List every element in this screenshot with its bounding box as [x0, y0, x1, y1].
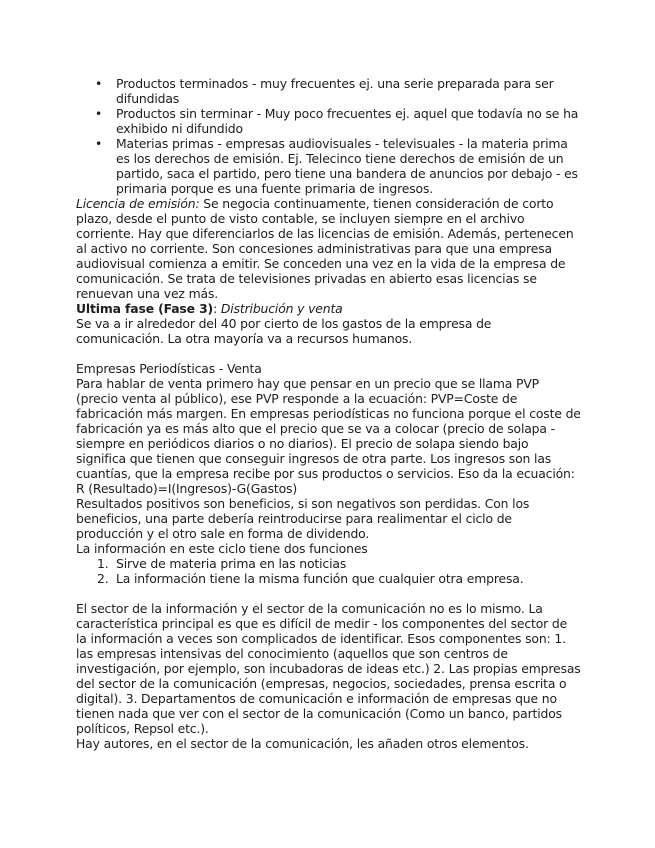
fase3-subtitle: Distribución y venta [220, 301, 343, 316]
periodisticas-title: Empresas Periodísticas - Venta [76, 361, 262, 376]
list-text: Sirve de materia prima en las noticias [116, 556, 347, 571]
sector-paragraph-1: El sector de la información y el sector de la comunicación no es lo mismo. La característica principal es que es difícil de medir - los componentes del sector de la información a veces son complicados de identificar. Esos componentes son: 1. las empresas intensivas del conocimiento (aquellos que son centros de investigación, por ejemplo, son incubadoras de ideas etc.) 2. Las propias empresas del sector de la comunicación (empresas, negocios, sociedades, prensa escrita o digital). 3. Departamentos de comunicación e información de empresas que no tienen nada que ver con el sector de la comunicación (Como un banco, partidos políticos, Repsol etc.). [76, 601, 581, 736]
fase3-title: Ultima fase (Fase 3) [76, 301, 214, 316]
blank-line [76, 346, 581, 361]
list-item [97, 556, 581, 571]
licencia-paragraph [76, 196, 581, 301]
list-item [97, 571, 581, 586]
licencia-label: Licencia de emisión: [76, 196, 200, 211]
fase3-heading [76, 301, 581, 316]
list-text: La información tiene la misma función que cualquier otra empresa. [116, 571, 524, 586]
fase3-colon: : [213, 301, 221, 316]
periodisticas-paragraph-1: Para hablar de venta primero hay que pensar en un precio que se llama PVP (precio venta al público), ese PVP responde a la ecuación: PVP=Coste de fabricación más margen. En empresas periodísticas no funciona porque el coste de fabricación ya es más alto que el precio que se va a colocar (precio de solapa - siempre en periódicos diarios o no diarios). El precio de solapa siendo bajo significa que tienen que conseguir ingresos de otra parte. Los ingresos son las cuantías, que la empresa recibe por sus productos o servicios. Eso da la ecuación: R (Resultado)=I(Ingresos)-G(Gastos) [76, 376, 581, 496]
list-item: • Productos terminados - muy frecuentes ej. una serie preparada para ser difundidas [116, 76, 581, 106]
document-page [76, 76, 581, 751]
list-item: • Productos sin terminar - Muy poco frecuentes ej. aquel que todavía no se ha exhibido ni difundido [116, 106, 581, 136]
list-number: 1. [97, 556, 109, 571]
periodisticas-paragraph-2: Resultados positivos son beneficios, si son negativos son perdidas. Con los beneficios, una parte debería reintroducirse para realimentar el ciclo de producción y el otro sale en forma de dividendo. [76, 496, 530, 541]
fase3-text: Se va a ir alrededor del 40 por cierto de los gastos de la empresa de comunicación. La otra mayoría va a recursos humanos. [76, 316, 492, 346]
product-types-list [76, 76, 581, 196]
blank-line [76, 586, 581, 601]
list-item: • Materias primas - empresas audiovisuales - televisuales - la materia prima es los derechos de emisión. Ej. Telecinco tiene derechos de emisión de un partido, saca el partido, pero tiene una bandera de anuncios por debajo - es primaria porque es una fuente primaria de ingresos. [116, 136, 581, 196]
periodisticas-paragraph-3: La información en este ciclo tiene dos funciones [76, 541, 368, 556]
sector-paragraph-2: Hay autores, en el sector de la comunicación, les añaden otros elementos. [76, 736, 529, 751]
licencia-text: Se negocia continuamente, tienen consideración de corto plazo, desde el punto de visto contable, se incluyen siempre en el archivo corriente. Hay que diferenciarlos de las licencias de emisión. Además, pertenecen al activo no corriente. Son concesiones administrativas para que una empresa audiovisual comienza a emitir. Se conceden una vez en la vida de la empresa de comunicación. Se trata de televisiones privadas en abierto esas licencias se renuevan una vez más. [76, 196, 574, 301]
functions-list [76, 556, 581, 586]
list-number: 2. [97, 571, 109, 586]
